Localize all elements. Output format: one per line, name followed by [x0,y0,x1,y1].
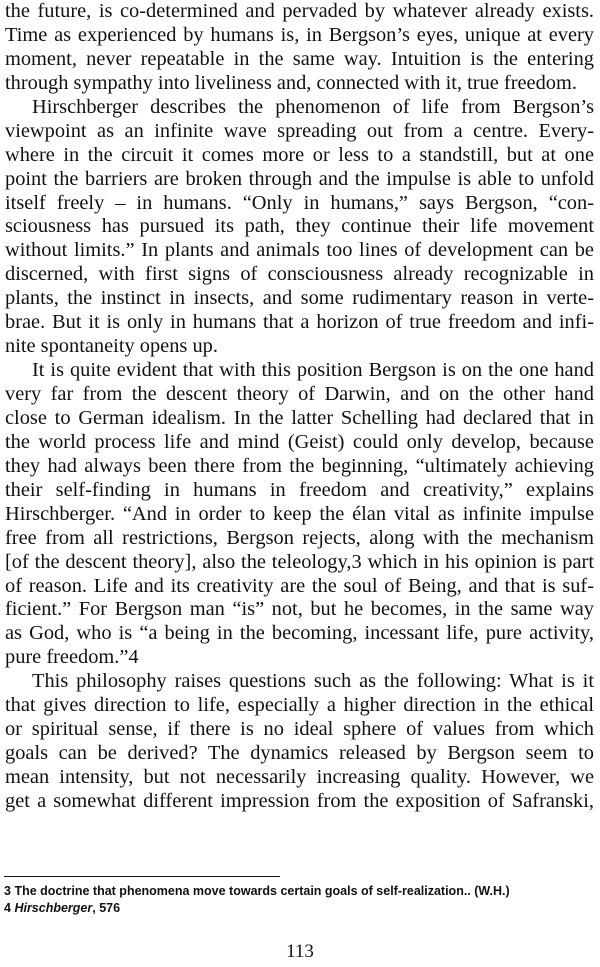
text-line: nite spontaneity opens up. [5,335,218,358]
text-line: very far from the descent theory of Darwin, and on the other hand [5,383,594,405]
footnote-marker: 3 [4,884,11,898]
text-line: [of the descent theory], also the teleology,3 which in his opinion is part [5,550,594,573]
footnote-text: The doctrine that phenomena move towards certain goals of self-realization.. (W.H.) [14,884,510,898]
text-line: get a somewhat different impression from the exposition of Safranski, [5,789,594,812]
text-line: mean intensity, but not necessarily increasing quality. However, we [5,766,594,788]
text-line: that gives direction to life, especially a higher direction in the ethical [5,694,594,717]
text-line: close to German idealism. In the latter Schelling had declared that in [5,406,594,429]
text-line: through sympathy into liveliness and, connected with it, true freedom. [5,71,577,94]
text-line: goals can be derived? The dynamics released by Bergson seem to [5,742,594,765]
footnote-italic-source: Hirschberger [14,901,93,915]
text-line: It is quite evident that with this position Bergson is on the one hand [32,359,594,382]
text-line: viewpoint as an infinite wave spreading out from a centre. Every- [5,119,594,142]
text-line: plants, the instinct in insects, and some rudimentary reason in verte- [5,287,594,310]
text-line: as God, who is “a being in the becoming, incessant life, pure activity, [5,622,594,645]
footnote-rule [4,876,280,877]
footnote [4,883,594,900]
footnote-text: , 576 [92,901,121,915]
text-line: they had always been there from the beginning, “ultimately achieving [5,454,594,477]
text-line: Hirschberger describes the phenomenon of life from Bergson’s [32,95,594,118]
text-line: moment, never repeatable in the same way. Intuition is the entering [5,47,594,70]
text-line: sciousness has pursued its path, they continue their life movement [5,215,594,238]
text-line: of reason. Life and its creativity are the soul of Being, and that is suf- [5,574,594,597]
text-line: Hirschberger. “And in order to keep the élan vital as infinite impulse [5,502,594,525]
text-line: without limits.” In plants and animals too lines of development can be [5,239,594,262]
text-line: Time as experienced by humans is, in Bergson’s eyes, unique at every [5,23,594,46]
text-line: the future, is co-determined and pervaded by whatever already exists. [5,0,594,22]
text-line: brae. But it is only in humans that a horizon of true freedom and infi- [5,311,594,334]
text-line: pure freedom.”4 [5,646,139,669]
text-line: where in the circuit it comes more or less to a standstill, but at one [5,143,594,166]
footnote [4,900,594,917]
text-line: itself freely – in humans. “Only in humans,” says Bergson, “con- [5,191,594,214]
text-line: their self-finding in humans in freedom and creativity,” explains [5,478,594,501]
text-line: discerned, with first signs of consciousness already recognizable in [5,263,594,286]
page-number: 113 [286,941,314,962]
footnotes [4,883,594,917]
text-line: ficient.” For Bergson man “is” not, but he becomes, in the same way [5,598,594,621]
text-line: or spiritual sense, if there is no ideal sphere of values from which [5,718,594,741]
footnote-marker: 4 [4,901,11,915]
text-line: the world process life and mind (Geist) could only develop, because [5,430,594,453]
text-line: This philosophy raises questions such as the following: What is it [32,670,594,693]
text-line: point the barriers are broken through and the impulse is able to unfold [5,167,594,190]
text-line: free from all restrictions, Bergson rejects, along with the mechanism [5,526,594,549]
